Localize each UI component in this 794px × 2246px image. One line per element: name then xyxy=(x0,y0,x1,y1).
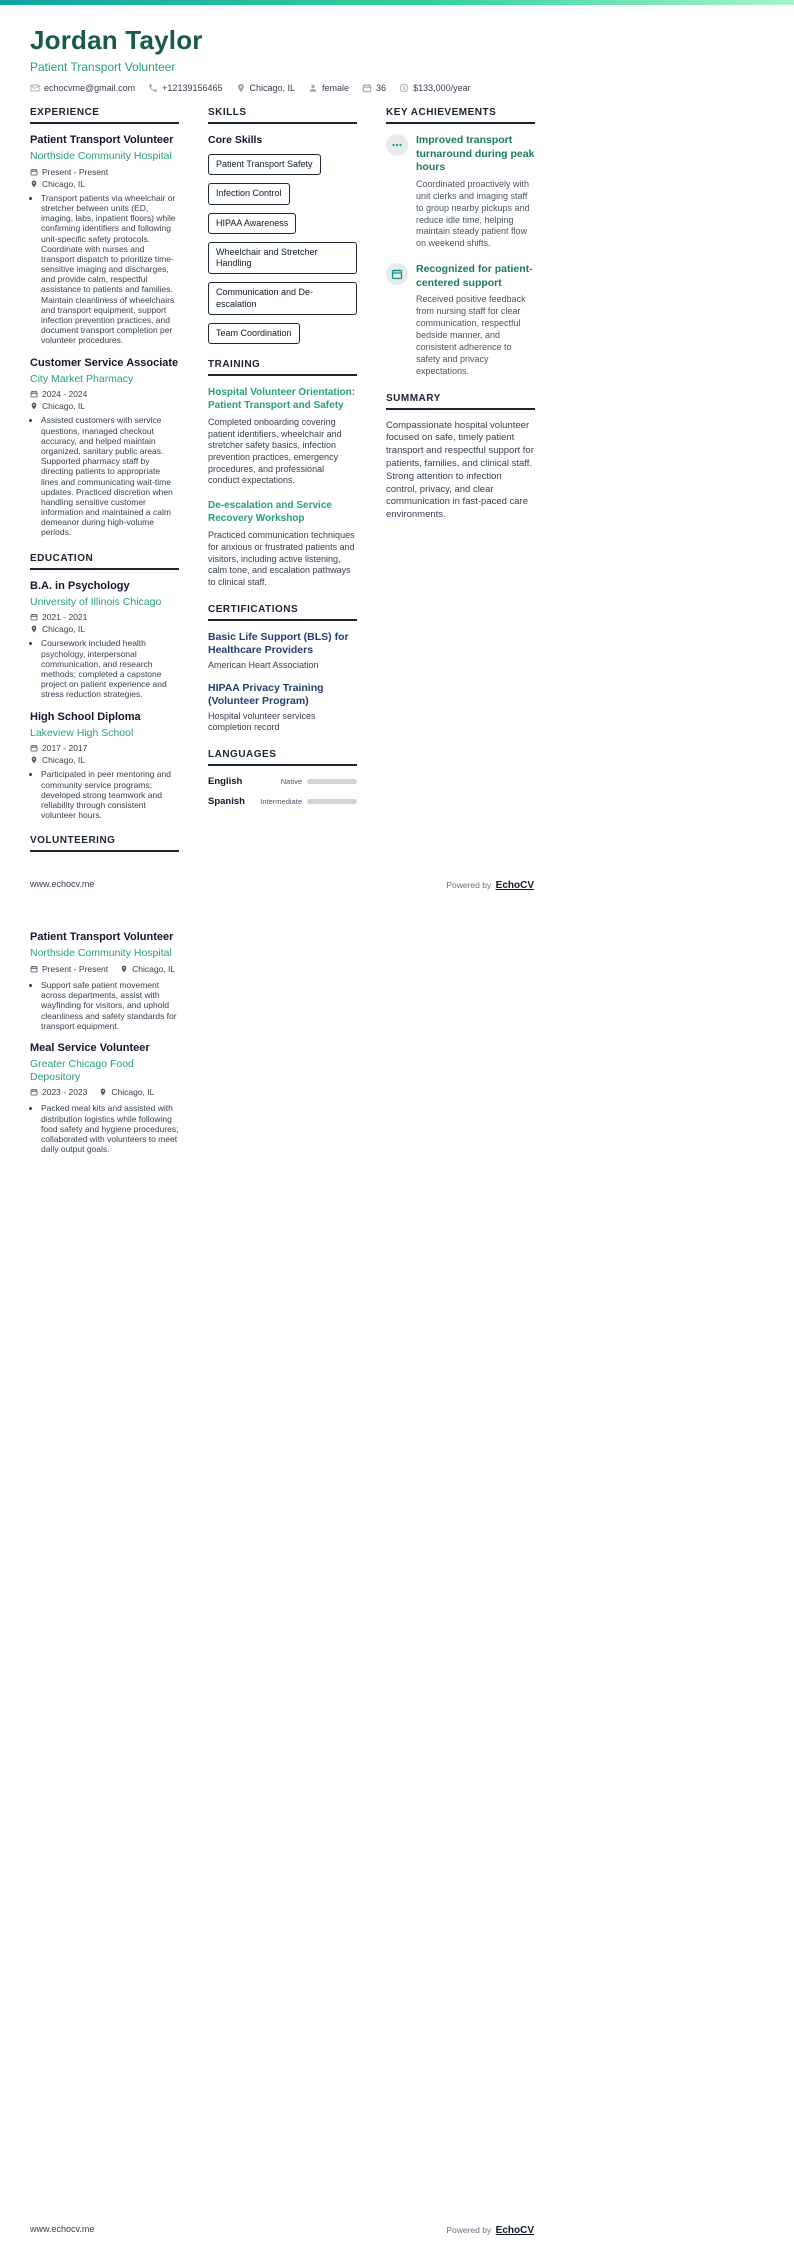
job-dates xyxy=(30,389,179,399)
bullet: • Packed meal kits and assisted with distribution logistics while following food safety and hygiene procedures; collaborated with volunteers to meet daily output goals. xyxy=(41,1103,180,1154)
language-row xyxy=(208,776,357,787)
contact-phone-text: +12139156465 xyxy=(162,83,223,93)
resume-sheet-2 xyxy=(30,931,180,1154)
person-icon xyxy=(308,83,318,93)
achievement-item xyxy=(386,134,535,250)
section-languages xyxy=(208,749,357,807)
volunteer-location xyxy=(99,1087,154,1097)
skill-tag: Patient Transport Safety xyxy=(208,154,321,175)
section-experience xyxy=(30,107,179,538)
volunteering-item xyxy=(30,1042,180,1154)
achievements-heading: KEY ACHIEVEMENTS xyxy=(386,107,535,124)
column-middle xyxy=(208,107,357,822)
skill-tag: Wheelchair and Stretcher Handling xyxy=(208,242,357,275)
contact-gender-text: female xyxy=(322,83,350,93)
job-location xyxy=(30,401,179,411)
calendar-icon xyxy=(30,1088,38,1096)
education-item xyxy=(30,711,179,821)
volunteer-location xyxy=(120,964,175,974)
certification-issuer: American Heart Association xyxy=(208,659,319,670)
contact-salary xyxy=(399,83,471,93)
powered-by xyxy=(446,2220,534,2238)
volunteer-meta xyxy=(30,1087,180,1099)
calendar-icon xyxy=(30,390,38,398)
section-summary xyxy=(386,393,535,523)
education-dates xyxy=(30,743,179,753)
salary-icon xyxy=(399,83,409,93)
candidate-name: Jordan Taylor xyxy=(30,25,203,55)
section-education xyxy=(30,553,179,821)
degree-title: B.A. in Psychology xyxy=(30,579,130,592)
education-location xyxy=(30,624,179,634)
education-heading: EDUCATION xyxy=(30,553,179,570)
experience-item xyxy=(30,134,179,346)
page-footer xyxy=(30,875,534,893)
bullet: • Participated in peer mentoring and community service programs; developed strong teamwork and reliability through consistent volunteer hours. xyxy=(41,769,179,820)
job-dates-text: Present - Present xyxy=(42,166,109,177)
job-title: Customer Service Associate xyxy=(30,356,179,369)
section-certifications xyxy=(208,604,357,735)
contact-gender xyxy=(308,83,349,93)
site-link[interactable]: www.echocv.me xyxy=(30,2224,95,2234)
contact-age-text: 36 xyxy=(376,83,387,93)
language-progress-bar xyxy=(307,799,357,804)
achievement-body xyxy=(416,263,535,377)
training-heading: TRAINING xyxy=(208,359,357,376)
achievement-body xyxy=(416,134,535,250)
column-left xyxy=(30,107,179,867)
phone-icon xyxy=(148,83,158,93)
skills-group-title: Core Skills xyxy=(208,134,263,146)
section-training xyxy=(208,359,357,589)
volunteer-org: Northside Community Hospital xyxy=(30,947,172,960)
site-link[interactable]: www.echocv.me xyxy=(30,879,95,890)
bullet: • Coursework included health psychology, interpersonal communication, and research methods; completed a capstone project on patient experience and stress reduction strategies. xyxy=(41,638,179,699)
training-description: Practiced communication techniques for anxious or frustrated patients and visitors, including active listening, calm tone, and escalation pathways to clinical staff. xyxy=(208,530,355,587)
bullet: • Support safe patient movement across departments, assist with wayfinding for visitors, and uphold cleanliness and safety standards for transport equipment. xyxy=(41,980,180,1031)
language-level: Intermediate xyxy=(260,797,302,807)
language-name: English xyxy=(208,776,243,788)
skill-tag: Infection Control xyxy=(208,183,290,204)
calendar-icon xyxy=(362,83,372,93)
calendar-icon xyxy=(30,168,38,176)
mail-icon xyxy=(30,83,40,93)
company-name: City Market Pharmacy xyxy=(30,372,134,385)
skill-tag: Communication and De-escalation xyxy=(208,282,357,315)
volunteer-meta xyxy=(30,964,180,976)
location-icon xyxy=(30,756,38,764)
columns xyxy=(30,107,534,867)
volunteer-role: Patient Transport Volunteer xyxy=(30,931,174,944)
summary-text: Compassionate hospital volunteer focused on safe, timely patient transport and respectful support for patients, families, and clinical staff. Strong attention to infection control, privacy, and clear communication in fast-paced care environments. xyxy=(386,419,534,521)
company-name: Northside Community Hospital xyxy=(30,150,172,163)
ellipsis-icon xyxy=(386,134,408,156)
school-name: Lakeview High School xyxy=(30,726,134,739)
volunteer-org: Greater Chicago Food Depository xyxy=(30,1058,134,1083)
certification-name: Basic Life Support (BLS) for Healthcare Providers xyxy=(208,630,349,656)
education-dates-text: 2021 - 2021 xyxy=(42,612,88,623)
education-bullets xyxy=(41,638,179,699)
education-location-text: Chicago, IL xyxy=(42,624,85,635)
contact-phone xyxy=(148,83,222,93)
section-volunteering-header xyxy=(30,835,179,852)
calendar-icon xyxy=(386,263,408,285)
job-dates-text: 2024 - 2024 xyxy=(42,389,88,400)
volunteer-dates-text: Present - Present xyxy=(42,964,109,975)
volunteer-location-text: Chicago, IL xyxy=(132,964,176,975)
job-location-text: Chicago, IL xyxy=(42,401,85,412)
bullet: • Transport patients via wheelchair or stretcher between units (ED, imaging, labs, inpatient floors) while confirming identifiers and following unit-specific safety protocols. Coordinate with nurses and transport dispatch to prioritize time-sensitive imaging and discharges, and provide calm, respectful assistance to patients and families. Maintain cleanliness of wheelchairs and transport equipment, support infection prevention practices, and document transport completion per volunteer procedures. xyxy=(41,193,179,346)
skill-tag: Team Coordination xyxy=(208,323,300,344)
language-progress-bar xyxy=(307,779,357,784)
job-bullets xyxy=(41,415,179,537)
section-key-achievements xyxy=(386,107,535,378)
skill-tag: HIPAA Awareness xyxy=(208,213,296,234)
contact-location-text: Chicago, IL xyxy=(249,83,296,93)
language-row xyxy=(208,796,357,807)
calendar-icon xyxy=(30,965,38,973)
contact-row xyxy=(30,83,534,93)
education-dates xyxy=(30,612,179,622)
powered-by xyxy=(446,875,534,893)
job-location xyxy=(30,179,179,189)
school-name: University of Illinois Chicago xyxy=(30,595,162,608)
job-bullets xyxy=(41,193,179,346)
powered-by-text: Powered by xyxy=(446,880,492,891)
calendar-icon xyxy=(30,613,38,621)
volunteer-role: Meal Service Volunteer xyxy=(30,1041,150,1054)
training-title: De-escalation and Service Recovery Workshop xyxy=(208,500,332,525)
training-description: Completed onboarding covering patient identifiers, wheelchair and stretcher safety basics, infection prevention practices, emergency procedures, and professional conduct expectations. xyxy=(208,417,342,486)
achievement-item xyxy=(386,263,535,377)
volunteer-bullets xyxy=(41,980,180,1031)
job-title: Patient Transport Volunteer xyxy=(30,134,174,146)
language-level-wrap xyxy=(281,777,357,786)
location-icon xyxy=(30,180,38,188)
education-item xyxy=(30,580,179,700)
svg-text:$: $ xyxy=(402,85,406,92)
calendar-icon xyxy=(30,744,38,752)
language-level-wrap xyxy=(260,797,357,806)
summary-heading: SUMMARY xyxy=(386,393,535,410)
achievement-description: Coordinated proactively with unit clerks and imaging staff to group nearby pickups and reduce idle time, helping maintain steady patient flow on weekend shifts. xyxy=(416,178,530,249)
certifications-heading: CERTIFICATIONS xyxy=(208,604,357,621)
volunteer-bullets xyxy=(41,1103,180,1154)
contact-email-text: echocvme@gmail.com xyxy=(44,83,136,93)
volunteer-dates xyxy=(30,964,108,974)
training-title: Hospital Volunteer Orientation: Patient Transport and Safety xyxy=(208,387,356,411)
skill-tags xyxy=(208,154,357,344)
experience-heading: EXPERIENCE xyxy=(30,107,179,124)
language-name: Spanish xyxy=(208,796,245,808)
job-dates xyxy=(30,167,179,177)
skills-heading: SKILLS xyxy=(208,107,357,124)
candidate-title: Patient Transport Volunteer xyxy=(30,60,176,74)
location-icon xyxy=(30,402,38,410)
achievement-title: Recognized for patient-centered support xyxy=(416,263,533,289)
certification-name: HIPAA Privacy Training (Volunteer Program) xyxy=(208,681,324,707)
job-location-text: Chicago, IL xyxy=(42,178,85,189)
education-location xyxy=(30,755,179,765)
brand-link[interactable]: EchoCV xyxy=(495,880,534,892)
achievement-title: Improved transport turnaround during peak hours xyxy=(416,134,535,174)
bullet: • Assisted customers with service questions, managed checkout accuracy, and helped maintain organized, sanitary public areas. Supported pharmacy staff by directing patients to appropriate lines and communicating wait-time updates. Practiced discretion when handling sensitive customer information and maintained a calm demeanor during high-volume periods. xyxy=(41,415,179,537)
language-level: Native xyxy=(280,777,302,787)
resume-sheet-1 xyxy=(0,5,534,1154)
location-icon xyxy=(30,625,38,633)
education-bullets xyxy=(41,769,179,820)
volunteering-item xyxy=(30,931,180,1031)
education-location-text: Chicago, IL xyxy=(42,755,85,766)
section-skills xyxy=(208,107,357,344)
contact-age xyxy=(362,83,386,93)
column-right xyxy=(386,107,535,537)
degree-title: High School Diploma xyxy=(30,710,141,723)
location-icon xyxy=(236,83,246,93)
volunteering-heading: VOLUNTEERING xyxy=(30,835,179,852)
contact-salary-text: $133,000/year xyxy=(413,83,471,93)
page-footer-bottom xyxy=(30,2220,534,2238)
volunteer-dates-text: 2023 - 2023 xyxy=(42,1087,88,1098)
powered-by-text: Powered by xyxy=(446,2225,492,2235)
certification-issuer: Hospital volunteer services completion record xyxy=(208,710,316,733)
experience-item xyxy=(30,357,179,538)
location-icon xyxy=(120,965,128,973)
languages-heading: LANGUAGES xyxy=(208,749,357,766)
achievement-description: Received positive feedback from nursing staff for clear communication, respectful bedside manner, and consistent adherence to safety and privacy expectations. xyxy=(416,294,526,376)
contact-email xyxy=(30,83,135,93)
volunteer-dates xyxy=(30,1087,87,1097)
volunteer-location-text: Chicago, IL xyxy=(111,1087,155,1098)
contact-location xyxy=(236,83,296,93)
brand-link[interactable]: EchoCV xyxy=(495,2225,534,2236)
location-icon xyxy=(99,1088,107,1096)
education-dates-text: 2017 - 2017 xyxy=(42,743,88,754)
